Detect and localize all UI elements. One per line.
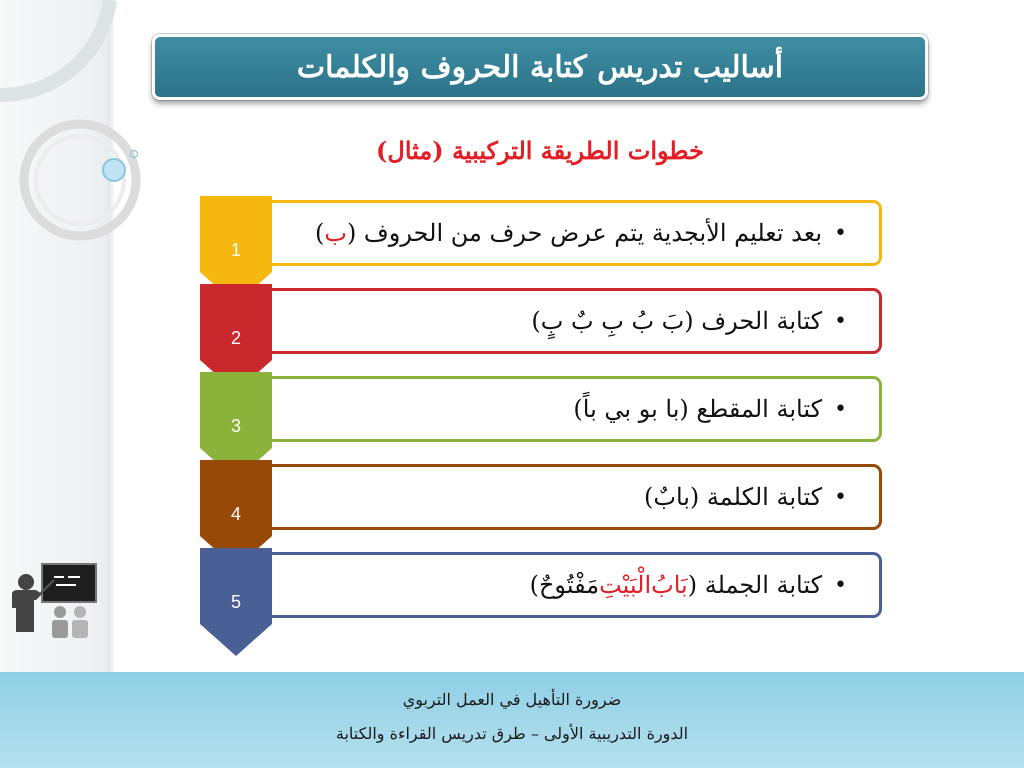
step-3-number: 3 [230,416,241,436]
step-2-number: 2 [230,328,241,348]
bullet-point: • [834,572,847,598]
step-3-label: كتابة المقطع (با بو بي باً) [573,395,823,423]
slide-subtitle: خطوات الطريقة التركيبية (مثال) [376,136,704,165]
footer-line-1: ضرورة التأهيل في العمل التربوي [402,690,622,709]
step-5-word-1: بَابُ [651,571,688,599]
bullet-point: • [834,396,847,422]
bullet-point: • [834,484,847,510]
step-1-number: 1 [230,240,241,260]
footer-bar [0,672,1024,768]
step-5-number: 5 [230,592,241,612]
step-1-part-a: بعد تعليم الأبجدية يتم عرض حرف من الحروف ( [346,219,823,247]
step-1-part-c: ) [314,219,325,247]
teacher-at-board-icon [6,560,98,642]
step-5-part-a: كتابة الجملة ( [687,571,823,599]
step-2-label: كتابة الحرف (بَ بُ بِ بٌ بٍ) [531,307,823,335]
step-4-label: كتابة الكلمة (بابٌ) [643,483,823,511]
slide-title: أساليب تدريس كتابة الحروف والكلمات [296,49,784,85]
step-5-word-2: الْبَيْتِ [599,571,652,599]
step-4-number: 4 [230,504,241,524]
footer-line-2: الدورة التدريبية الأولى – طرق تدريس القراءة والكتابة [335,724,689,743]
step-5-part-e: مَفْتُوحٌ) [529,571,600,599]
step-1-letter: ب [324,219,347,247]
bullet-point: • [834,220,847,246]
bullet-point: • [834,308,847,334]
